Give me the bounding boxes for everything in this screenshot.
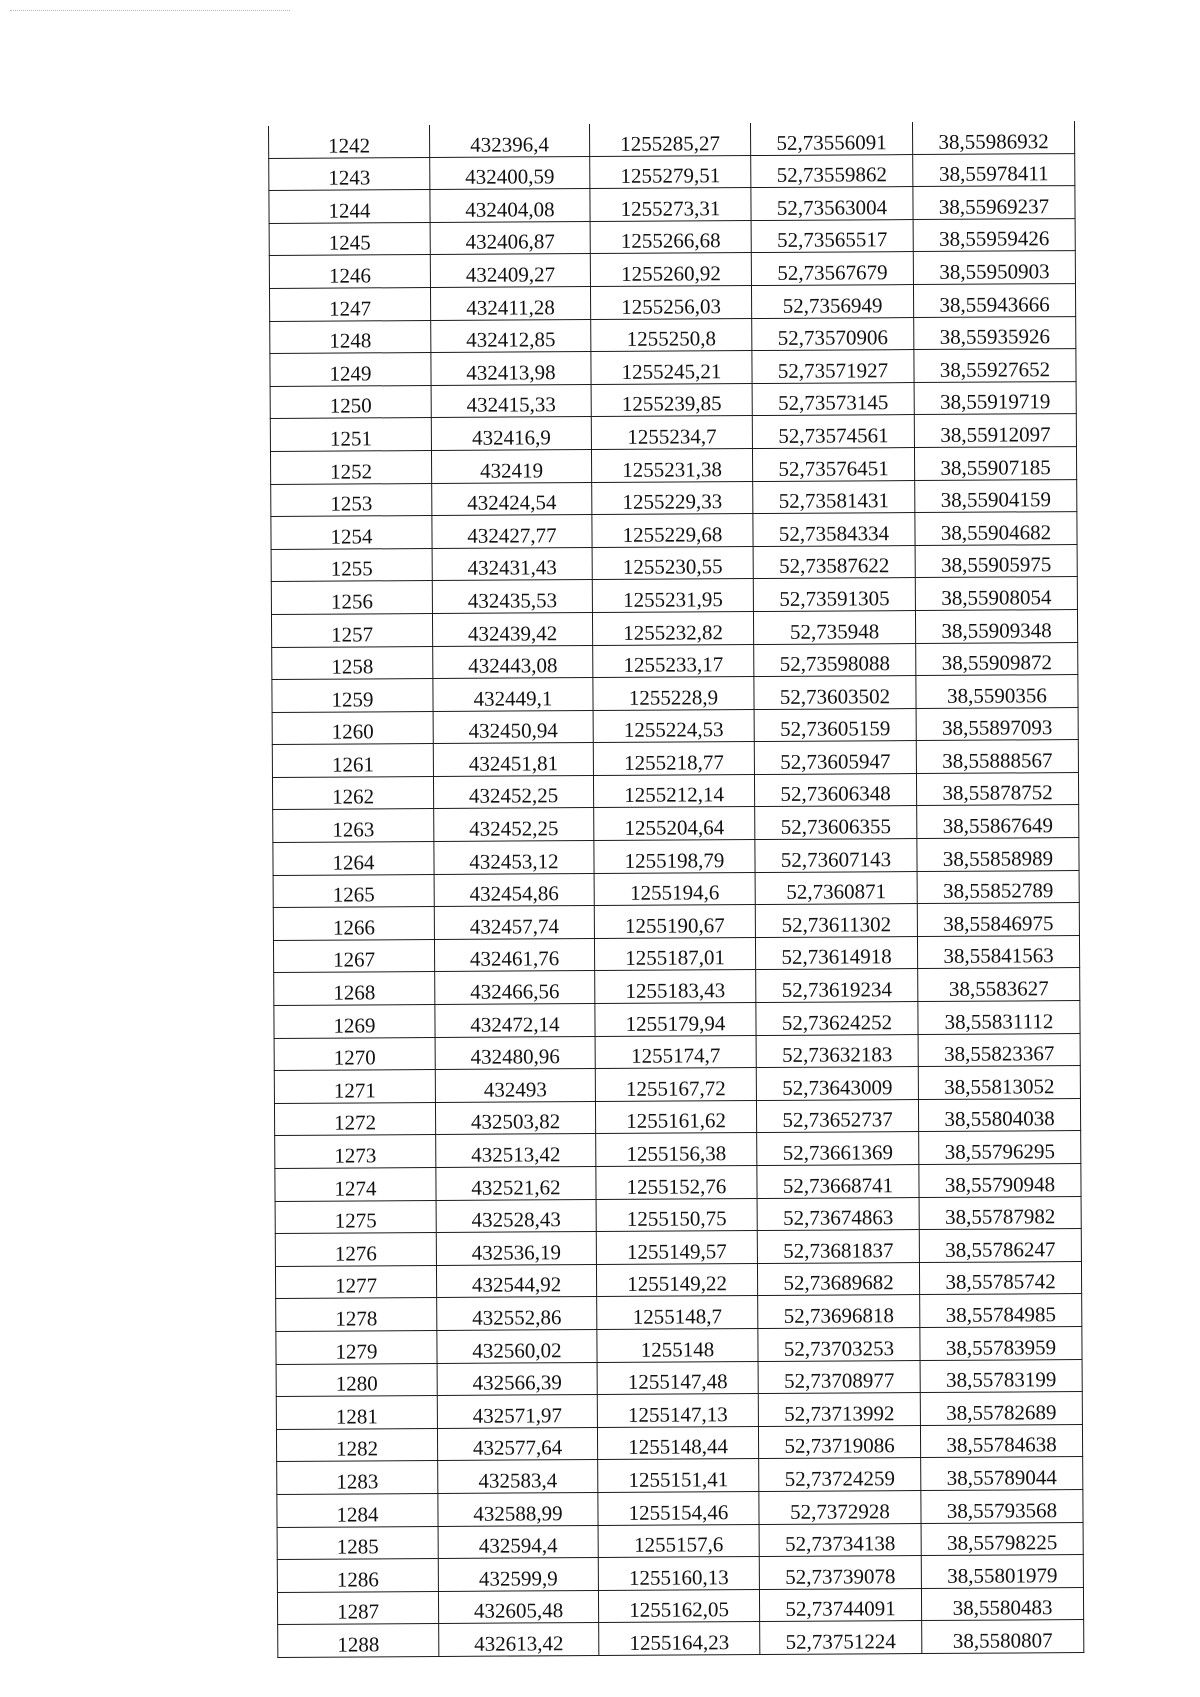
longitude-cell: 38,55907185	[914, 447, 1076, 481]
x-coordinate-cell: 432599,9	[438, 1558, 598, 1592]
table-row	[276, 1424, 1082, 1462]
point-number-cell: 1275	[275, 1200, 436, 1234]
y-coordinate-cell: 1255218,77	[593, 742, 754, 776]
y-coordinate-cell: 1255212,14	[593, 774, 754, 808]
point-number-cell: 1251	[270, 418, 431, 452]
longitude-cell: 38,55790948	[919, 1164, 1081, 1198]
coordinates-table-body	[269, 121, 1084, 1657]
longitude-cell: 38,55852789	[917, 870, 1079, 904]
y-coordinate-cell: 1255229,33	[592, 481, 753, 515]
longitude-cell: 38,55867649	[917, 805, 1079, 839]
y-coordinate-cell: 1255148	[597, 1328, 758, 1362]
longitude-cell: 38,5590356	[916, 675, 1078, 709]
y-coordinate-cell: 1255151,41	[598, 1459, 759, 1493]
point-number-cell: 1270	[274, 1037, 435, 1071]
y-coordinate-cell: 1255239,85	[591, 383, 752, 417]
longitude-cell: 38,55978411	[913, 153, 1075, 187]
point-number-cell: 1245	[269, 222, 430, 256]
point-number-cell: 1264	[273, 842, 434, 876]
longitude-cell: 38,55909872	[916, 642, 1078, 676]
y-coordinate-cell: 1255194,6	[594, 872, 755, 906]
y-coordinate-cell: 1255229,68	[592, 514, 753, 548]
longitude-cell: 38,5583627	[918, 968, 1080, 1002]
table-row	[275, 1196, 1081, 1234]
y-coordinate-cell: 1255266,68	[590, 220, 751, 254]
x-coordinate-cell: 432613,42	[439, 1623, 599, 1657]
point-number-cell: 1262	[272, 776, 433, 810]
table-row	[273, 935, 1079, 973]
y-coordinate-cell: 1255164,23	[599, 1622, 760, 1656]
y-coordinate-cell: 1255150,75	[596, 1198, 757, 1232]
table-row	[272, 642, 1078, 680]
y-coordinate-cell: 1255228,9	[593, 677, 754, 711]
longitude-cell: 38,55831112	[918, 1001, 1080, 1035]
y-coordinate-cell: 1255233,17	[593, 644, 754, 678]
longitude-cell: 38,55801979	[921, 1555, 1083, 1589]
point-number-cell: 1259	[272, 679, 433, 713]
x-coordinate-cell: 432424,54	[432, 482, 592, 516]
latitude-cell: 52,73739078	[759, 1556, 921, 1590]
point-number-cell: 1277	[275, 1265, 436, 1299]
longitude-cell: 38,55927652	[914, 349, 1076, 383]
table-row	[275, 1229, 1081, 1267]
latitude-cell: 52,73607143	[755, 839, 917, 873]
x-coordinate-cell: 432528,43	[436, 1199, 596, 1233]
y-coordinate-cell: 1255148,7	[597, 1296, 758, 1330]
longitude-cell: 38,55919719	[914, 381, 1076, 415]
latitude-cell: 52,73619234	[756, 969, 918, 1003]
x-coordinate-cell: 432439,42	[432, 612, 592, 646]
x-coordinate-cell: 432544,92	[436, 1264, 596, 1298]
point-number-cell: 1242	[269, 125, 430, 158]
x-coordinate-cell: 432480,96	[435, 1036, 595, 1070]
point-number-cell: 1243	[269, 157, 430, 191]
longitude-cell: 38,55878752	[916, 772, 1078, 806]
table-row	[270, 381, 1076, 419]
x-coordinate-cell: 432413,98	[431, 352, 591, 386]
x-coordinate-cell: 432452,25	[433, 775, 593, 809]
table-row	[272, 740, 1078, 778]
y-coordinate-cell: 1255260,92	[590, 253, 751, 287]
scan-artifact-line	[10, 10, 290, 11]
latitude-cell: 52,73689682	[757, 1262, 919, 1296]
point-number-cell: 1249	[270, 353, 431, 387]
latitude-cell: 52,73565517	[751, 219, 913, 253]
table-row	[277, 1457, 1083, 1495]
latitude-cell: 52,73661369	[757, 1132, 919, 1166]
x-coordinate-cell: 432493	[435, 1069, 595, 1103]
point-number-cell: 1268	[274, 972, 435, 1006]
point-number-cell: 1287	[277, 1591, 438, 1625]
table-row	[277, 1522, 1083, 1560]
longitude-cell: 38,55789044	[921, 1457, 1083, 1491]
table-row	[269, 284, 1075, 322]
longitude-cell: 38,55858989	[917, 838, 1079, 872]
table-row	[274, 1098, 1080, 1136]
y-coordinate-cell: 1255167,72	[595, 1068, 756, 1102]
y-coordinate-cell: 1255147,48	[597, 1361, 758, 1395]
x-coordinate-cell: 432583,4	[438, 1460, 598, 1494]
coordinates-table	[268, 121, 1084, 1658]
y-coordinate-cell: 1255285,27	[589, 123, 750, 156]
x-coordinate-cell: 432588,99	[438, 1492, 598, 1526]
table-row	[276, 1359, 1082, 1397]
longitude-cell: 38,55909348	[915, 609, 1077, 643]
latitude-cell: 52,7360871	[755, 871, 917, 905]
y-coordinate-cell: 1255234,7	[591, 416, 752, 450]
latitude-cell: 52,73598088	[754, 643, 916, 677]
x-coordinate-cell: 432451,81	[433, 743, 593, 777]
table-row	[273, 805, 1079, 843]
longitude-cell: 38,55784985	[920, 1294, 1082, 1328]
latitude-cell: 52,73713992	[758, 1393, 920, 1427]
table-row	[271, 609, 1077, 647]
longitude-cell: 38,55793568	[921, 1489, 1083, 1523]
point-number-cell: 1281	[276, 1396, 437, 1430]
y-coordinate-cell: 1255224,53	[593, 709, 754, 743]
table-row	[269, 218, 1075, 256]
y-coordinate-cell: 1255190,67	[594, 905, 755, 939]
longitude-cell: 38,55796295	[919, 1131, 1081, 1165]
y-coordinate-cell: 1255279,51	[590, 155, 751, 189]
x-coordinate-cell: 432605,48	[438, 1590, 598, 1624]
latitude-cell: 52,73606348	[754, 773, 916, 807]
latitude-cell: 52,7356949	[751, 285, 913, 319]
x-coordinate-cell: 432406,87	[430, 221, 590, 255]
longitude-cell: 38,55908054	[915, 577, 1077, 611]
table-row	[271, 479, 1077, 517]
y-coordinate-cell: 1255149,57	[596, 1231, 757, 1265]
longitude-cell: 38,55904159	[915, 479, 1077, 513]
x-coordinate-cell: 432461,76	[434, 938, 594, 972]
table-row	[276, 1392, 1082, 1430]
table-row	[269, 186, 1075, 224]
latitude-cell: 52,73556091	[750, 122, 912, 155]
longitude-cell: 38,55787982	[919, 1196, 1081, 1230]
latitude-cell: 52,73571927	[752, 350, 914, 384]
y-coordinate-cell: 1255161,62	[595, 1100, 756, 1134]
table-row	[272, 772, 1078, 810]
latitude-cell: 52,73751224	[760, 1621, 922, 1655]
latitude-cell: 52,73567679	[751, 252, 913, 286]
table-row	[276, 1327, 1082, 1365]
x-coordinate-cell: 432457,74	[434, 906, 594, 940]
latitude-cell: 52,73703253	[758, 1328, 920, 1362]
x-coordinate-cell: 432435,53	[432, 580, 592, 614]
table-row	[270, 349, 1076, 387]
table-row	[270, 447, 1076, 485]
table-row	[271, 577, 1077, 615]
point-number-cell: 1250	[270, 385, 431, 419]
y-coordinate-cell: 1255179,94	[595, 1003, 756, 1037]
longitude-cell: 38,55783199	[920, 1359, 1082, 1393]
table-row	[274, 1001, 1080, 1039]
point-number-cell: 1279	[276, 1330, 437, 1364]
longitude-cell: 38,55986932	[912, 121, 1074, 154]
longitude-cell: 38,55912097	[914, 414, 1076, 448]
longitude-cell: 38,5580483	[921, 1587, 1083, 1621]
longitude-cell: 38,55804038	[918, 1098, 1080, 1132]
y-coordinate-cell: 1255250,8	[591, 318, 752, 352]
latitude-cell: 52,73744091	[759, 1588, 921, 1622]
x-coordinate-cell: 432560,02	[437, 1329, 597, 1363]
latitude-cell: 52,73606355	[755, 806, 917, 840]
table-row	[274, 1033, 1080, 1071]
x-coordinate-cell: 432409,27	[430, 254, 590, 288]
point-number-cell: 1255	[271, 548, 432, 582]
point-number-cell: 1247	[269, 287, 430, 321]
longitude-cell: 38,55905975	[915, 544, 1077, 578]
table-row	[273, 903, 1079, 941]
latitude-cell: 52,73668741	[757, 1165, 919, 1199]
point-number-cell: 1263	[273, 809, 434, 843]
y-coordinate-cell: 1255147,13	[597, 1394, 758, 1428]
longitude-cell: 38,55959426	[913, 218, 1075, 252]
point-number-cell: 1261	[272, 744, 433, 778]
longitude-cell: 38,55841563	[917, 935, 1079, 969]
point-number-cell: 1280	[276, 1363, 437, 1397]
point-number-cell: 1285	[277, 1526, 438, 1560]
longitude-cell: 38,55786247	[919, 1229, 1081, 1263]
longitude-cell: 38,55846975	[917, 903, 1079, 937]
longitude-cell: 38,55782689	[920, 1392, 1082, 1426]
latitude-cell: 52,73632183	[756, 1034, 918, 1068]
table-row	[269, 153, 1075, 191]
y-coordinate-cell: 1255156,38	[596, 1133, 757, 1167]
latitude-cell: 52,73574561	[752, 415, 914, 449]
latitude-cell: 52,73719086	[758, 1425, 920, 1459]
longitude-cell: 38,55897093	[916, 707, 1078, 741]
latitude-cell: 52,73624252	[756, 1002, 918, 1036]
point-number-cell: 1288	[278, 1624, 439, 1658]
x-coordinate-cell: 432571,97	[437, 1395, 597, 1429]
x-coordinate-cell: 432453,12	[434, 841, 594, 875]
longitude-cell: 38,55888567	[916, 740, 1078, 774]
y-coordinate-cell: 1255174,7	[595, 1035, 756, 1069]
x-coordinate-cell: 432419	[431, 449, 591, 483]
point-number-cell: 1258	[272, 646, 433, 680]
point-number-cell: 1267	[273, 939, 434, 973]
point-number-cell: 1284	[277, 1493, 438, 1527]
x-coordinate-cell: 432577,64	[437, 1427, 597, 1461]
latitude-cell: 52,73643009	[756, 1067, 918, 1101]
point-number-cell: 1282	[276, 1428, 437, 1462]
table-row	[275, 1164, 1081, 1202]
table-row	[277, 1489, 1083, 1527]
x-coordinate-cell: 432454,86	[434, 873, 594, 907]
y-coordinate-cell: 1255256,03	[590, 286, 751, 320]
longitude-cell: 38,55785742	[919, 1261, 1081, 1295]
y-coordinate-cell: 1255149,22	[596, 1263, 757, 1297]
x-coordinate-cell: 432503,82	[435, 1101, 595, 1135]
longitude-cell: 38,55969237	[913, 186, 1075, 220]
point-number-cell: 1244	[269, 190, 430, 224]
x-coordinate-cell: 432536,19	[436, 1232, 596, 1266]
longitude-cell: 38,5580807	[922, 1620, 1084, 1654]
latitude-cell: 52,73605159	[754, 708, 916, 742]
y-coordinate-cell: 1255231,95	[592, 579, 753, 613]
x-coordinate-cell: 432404,08	[430, 189, 590, 223]
y-coordinate-cell: 1255230,55	[592, 546, 753, 580]
longitude-cell: 38,55823367	[918, 1033, 1080, 1067]
latitude-cell: 52,73563004	[751, 187, 913, 221]
y-coordinate-cell: 1255160,13	[598, 1557, 759, 1591]
point-number-cell: 1273	[275, 1135, 436, 1169]
longitude-cell: 38,55813052	[918, 1066, 1080, 1100]
x-coordinate-cell: 432594,4	[438, 1525, 598, 1559]
point-number-cell: 1274	[275, 1167, 436, 1201]
longitude-cell: 38,55943666	[913, 284, 1075, 318]
x-coordinate-cell: 432412,85	[431, 319, 591, 353]
x-coordinate-cell: 432400,59	[430, 156, 590, 190]
point-number-cell: 1252	[270, 450, 431, 484]
table-row	[271, 544, 1077, 582]
table-row	[278, 1620, 1084, 1658]
x-coordinate-cell: 432466,56	[435, 971, 595, 1005]
y-coordinate-cell: 1255157,6	[598, 1524, 759, 1558]
point-number-cell: 1272	[274, 1102, 435, 1136]
latitude-cell: 52,73576451	[752, 447, 914, 481]
longitude-cell: 38,55904682	[915, 512, 1077, 546]
point-number-cell: 1253	[271, 483, 432, 517]
y-coordinate-cell: 1255183,43	[595, 970, 756, 1004]
table-row	[275, 1131, 1081, 1169]
latitude-cell: 52,73696818	[758, 1295, 920, 1329]
latitude-cell: 52,73584334	[753, 513, 915, 547]
y-coordinate-cell: 1255162,05	[598, 1589, 759, 1623]
longitude-cell: 38,55783959	[920, 1327, 1082, 1361]
latitude-cell: 52,73734138	[759, 1523, 921, 1557]
x-coordinate-cell: 432521,62	[436, 1167, 596, 1201]
table-row	[270, 414, 1076, 452]
table-row	[277, 1587, 1083, 1625]
y-coordinate-cell: 1255152,76	[596, 1166, 757, 1200]
x-coordinate-cell: 432552,86	[437, 1297, 597, 1331]
y-coordinate-cell: 1255245,21	[591, 351, 752, 385]
latitude-cell: 52,735948	[753, 610, 915, 644]
x-coordinate-cell: 432411,28	[430, 287, 590, 321]
point-number-cell: 1278	[276, 1298, 437, 1332]
latitude-cell: 52,73581431	[753, 480, 915, 514]
point-number-cell: 1276	[275, 1233, 436, 1267]
point-number-cell: 1286	[277, 1559, 438, 1593]
x-coordinate-cell: 432415,33	[431, 384, 591, 418]
x-coordinate-cell: 432416,9	[431, 417, 591, 451]
point-number-cell: 1260	[272, 711, 433, 745]
y-coordinate-cell: 1255273,31	[590, 188, 751, 222]
table-row	[273, 838, 1079, 876]
x-coordinate-cell: 432452,25	[434, 808, 594, 842]
table-row	[269, 121, 1075, 158]
point-number-cell: 1271	[274, 1070, 435, 1104]
latitude-cell: 52,73708977	[758, 1360, 920, 1394]
x-coordinate-cell: 432513,42	[436, 1134, 596, 1168]
longitude-cell: 38,55935926	[914, 316, 1076, 350]
latitude-cell: 52,73652737	[756, 1099, 918, 1133]
x-coordinate-cell: 432450,94	[433, 710, 593, 744]
point-number-cell: 1283	[277, 1461, 438, 1495]
table-row	[273, 870, 1079, 908]
point-number-cell: 1265	[273, 874, 434, 908]
latitude-cell: 52,73724259	[759, 1458, 921, 1492]
y-coordinate-cell: 1255232,82	[592, 611, 753, 645]
table-row	[276, 1294, 1082, 1332]
table-row	[277, 1555, 1083, 1593]
latitude-cell: 52,73559862	[751, 154, 913, 188]
latitude-cell: 52,73681837	[757, 1230, 919, 1264]
table-row	[274, 968, 1080, 1006]
longitude-cell: 38,55950903	[913, 251, 1075, 285]
x-coordinate-cell: 432472,14	[435, 1004, 595, 1038]
x-coordinate-cell: 432443,08	[433, 645, 593, 679]
y-coordinate-cell: 1255154,46	[598, 1491, 759, 1525]
table-row	[274, 1066, 1080, 1104]
latitude-cell: 52,73614918	[755, 936, 917, 970]
point-number-cell: 1266	[273, 907, 434, 941]
latitude-cell: 52,73603502	[754, 676, 916, 710]
x-coordinate-cell: 432396,4	[429, 124, 589, 157]
y-coordinate-cell: 1255231,38	[591, 448, 752, 482]
latitude-cell: 52,73573145	[752, 382, 914, 416]
table-row	[270, 316, 1076, 354]
latitude-cell: 52,73570906	[752, 317, 914, 351]
point-number-cell: 1246	[269, 255, 430, 289]
latitude-cell: 52,73674863	[757, 1197, 919, 1231]
table-row	[269, 251, 1075, 289]
longitude-cell: 38,55798225	[921, 1522, 1083, 1556]
x-coordinate-cell: 432566,39	[437, 1362, 597, 1396]
latitude-cell: 52,73611302	[755, 904, 917, 938]
point-number-cell: 1256	[271, 581, 432, 615]
table-row	[275, 1261, 1081, 1299]
point-number-cell: 1254	[271, 516, 432, 550]
point-number-cell: 1269	[274, 1005, 435, 1039]
latitude-cell: 52,7372928	[759, 1490, 921, 1524]
table-row	[271, 512, 1077, 550]
table-row	[272, 675, 1078, 713]
table-row	[272, 707, 1078, 745]
x-coordinate-cell: 432427,77	[432, 515, 592, 549]
latitude-cell: 52,73591305	[753, 578, 915, 612]
point-number-cell: 1248	[270, 320, 431, 354]
x-coordinate-cell: 432431,43	[432, 547, 592, 581]
y-coordinate-cell: 1255198,79	[594, 840, 755, 874]
latitude-cell: 52,73587622	[753, 545, 915, 579]
longitude-cell: 38,55784638	[920, 1424, 1082, 1458]
x-coordinate-cell: 432449,1	[433, 678, 593, 712]
point-number-cell: 1257	[271, 613, 432, 647]
y-coordinate-cell: 1255148,44	[597, 1426, 758, 1460]
y-coordinate-cell: 1255204,64	[594, 807, 755, 841]
latitude-cell: 52,73605947	[754, 741, 916, 775]
y-coordinate-cell: 1255187,01	[594, 937, 755, 971]
